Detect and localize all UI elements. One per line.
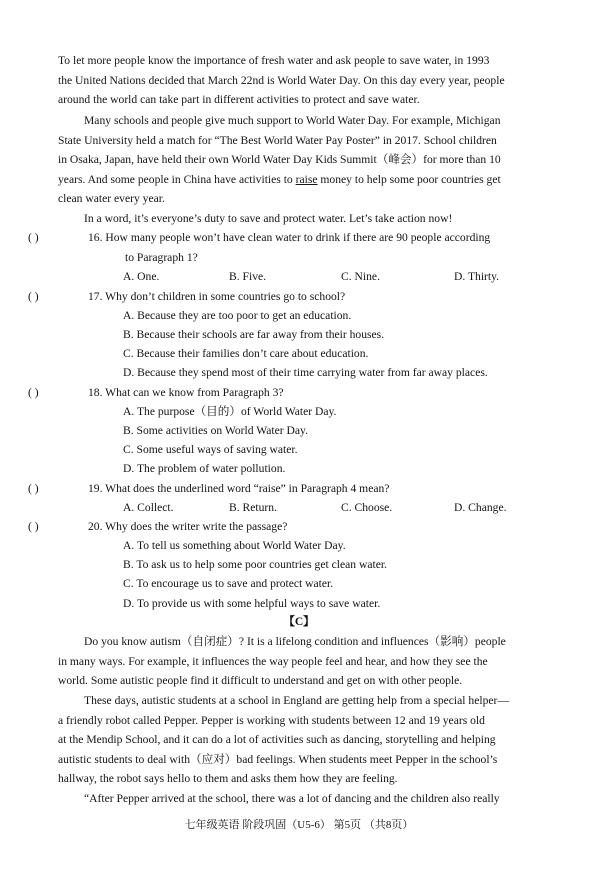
paragraph-line: world. Some autistic people find it difficult to understand and get on with other people. (58, 674, 463, 687)
option-d[interactable]: D. The problem of water pollution. (123, 462, 286, 475)
paragraph-line: Many schools and people give much support to World Water Day. For example, Michigan (84, 114, 501, 127)
answer-bracket[interactable]: ( ) (28, 290, 39, 303)
answer-bracket[interactable]: ( ) (28, 386, 39, 399)
option-c[interactable]: C. To encourage us to save and protect water. (123, 577, 334, 590)
paragraph-line: a friendly robot called Pepper. Pepper is working with students between 12 and 19 years old (58, 714, 485, 727)
option-b[interactable]: B. Because their schools are far away from their houses. (123, 328, 385, 341)
paragraph-line: autistic students to deal with（应对）bad feelings. When students meet Pepper in the school’s (58, 753, 498, 766)
option-d[interactable]: D. Thirty. (454, 270, 500, 283)
paragraph-line: hallway, the robot says hello to them and asks them how they are feeling. (58, 772, 398, 785)
paragraph-line: To let more people know the importance of fresh water and ask people to save water, in 1993 (58, 54, 490, 67)
option-a[interactable]: A. The purpose（目的）of World Water Day. (123, 405, 337, 418)
paragraph-line: in many ways. For example, it influences the way people feel and hear, and how they see the (58, 655, 488, 668)
underlined-word-raise: raise (295, 173, 318, 186)
option-b[interactable]: B. To ask us to help some poor countries get clean water. (123, 558, 387, 571)
option-a[interactable]: A. To tell us something about World Water Day. (123, 539, 346, 552)
section-heading: 【C】 (283, 615, 315, 628)
question-stem: 18. What can we know from Paragraph 3? (88, 386, 284, 399)
option-b[interactable]: B. Some activities on World Water Day. (123, 424, 308, 437)
option-c[interactable]: C. Nine. (341, 270, 380, 283)
paragraph-line: in Osaka, Japan, have held their own World Water Day Kids Summit（峰会）for more than 10 (58, 153, 501, 166)
question-stem: 19. What does the underlined word “raise” in Paragraph 4 mean? (88, 482, 390, 495)
option-d[interactable]: D. To provide us with some helpful ways to save water. (123, 597, 381, 610)
paragraph-line: State University held a match for “The Best World Water Pay Poster” in 2017. School children (58, 134, 497, 147)
option-d[interactable]: D. Because they spend most of their time carrying water from far away places. (123, 366, 488, 379)
paragraph-line: the United Nations decided that March 22nd is World Water Day. On this day every year, people (58, 74, 505, 87)
option-a[interactable]: A. One. (123, 270, 160, 283)
question-stem-cont: to Paragraph 1? (125, 251, 198, 264)
question-stem: 16. How many people won’t have clean water to drink if there are 90 people according (88, 231, 491, 244)
paragraph-line: Do you know autism（自闭症）? It is a lifelong condition and influences（影响）people (84, 635, 506, 648)
paragraph-line: clean water every year. (58, 192, 165, 205)
option-b[interactable]: B. Five. (229, 270, 267, 283)
answer-bracket[interactable]: ( ) (28, 520, 39, 533)
option-d[interactable]: D. Change. (454, 501, 507, 514)
line-text: years. And some people in China have activities to (58, 173, 296, 186)
question-stem: 17. Why don’t children in some countries go to school? (88, 290, 346, 303)
option-a[interactable]: A. Collect. (123, 501, 174, 514)
option-c[interactable]: C. Because their families don’t care about education. (123, 347, 369, 360)
option-c[interactable]: C. Choose. (341, 501, 393, 514)
option-b[interactable]: B. Return. (229, 501, 277, 514)
option-a[interactable]: A. Because they are too poor to get an education. (123, 309, 352, 322)
paragraph-line: These days, autistic students at a school in England are getting help from a special helper— (84, 694, 509, 707)
option-c[interactable]: C. Some useful ways of saving water. (123, 443, 298, 456)
answer-bracket[interactable]: ( ) (28, 482, 39, 495)
paragraph-line: “After Pepper arrived at the school, there was a lot of dancing and the children also really (84, 792, 500, 805)
paragraph-line (58, 173, 501, 187)
page-footer: 七年级英语 阶段巩固（U5-6） 第5页 （共8页） (184, 819, 414, 831)
question-stem: 20. Why does the writer write the passage? (88, 520, 288, 533)
paragraph-line: In a word, it’s everyone’s duty to save and protect water. Let’s take action now! (84, 212, 453, 225)
answer-bracket[interactable]: ( ) (28, 231, 39, 244)
paragraph-line: at the Mendip School, and it can do a lot of activities such as dancing, storytelling and helping (58, 733, 496, 746)
line-text: money to help some poor countries get (317, 173, 501, 186)
paragraph-line: around the world can take part in different activities to protect and save water. (58, 93, 420, 106)
